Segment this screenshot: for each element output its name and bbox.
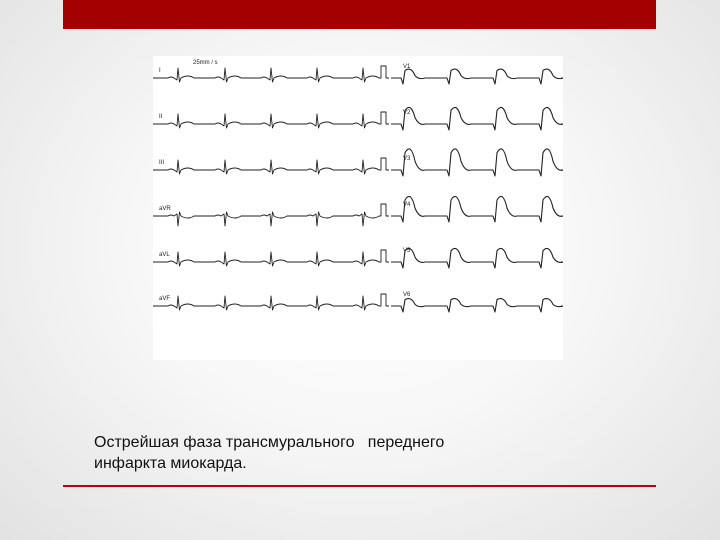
lead-label-aVL: aVL (159, 252, 170, 258)
lead-label-V5: V5 (403, 248, 411, 254)
calibration-aVF (379, 294, 389, 306)
lead-label-V4: V4 (403, 202, 411, 208)
lead-label-II: II (159, 114, 163, 120)
trace-V3 (391, 149, 563, 176)
caption-line-2: инфаркта миокарда. (94, 455, 247, 472)
ecg-speed-label: 25mm / s (193, 60, 218, 66)
trace-V6 (391, 299, 563, 312)
trace-V1 (391, 69, 563, 84)
lead-label-III: III (159, 160, 165, 166)
lead-label-aVR: aVR (159, 206, 171, 212)
trace-aVL (153, 252, 379, 266)
ecg-image (153, 56, 563, 360)
trace-aVR (153, 212, 379, 226)
calibration-I (379, 66, 389, 78)
lead-label-V6: V6 (403, 292, 411, 298)
trace-V5 (391, 248, 563, 268)
lead-label-V2: V2 (403, 110, 411, 116)
trace-aVF (153, 296, 379, 310)
lead-label-V1: V1 (403, 64, 411, 70)
calibration-II (379, 112, 389, 124)
ecg-tracing (153, 56, 563, 360)
trace-V2 (391, 107, 563, 130)
trace-II (153, 114, 379, 128)
trace-V4 (391, 196, 563, 222)
calibration-aVL (379, 250, 389, 262)
lead-label-V3: V3 (403, 156, 411, 162)
trace-I (153, 68, 379, 82)
lead-label-aVF: aVF (159, 296, 171, 302)
top-accent-bar (63, 0, 656, 29)
calibration-III (379, 158, 389, 170)
caption-line-1: Острейшая фаза трансмурального переднего (94, 434, 445, 451)
trace-III (153, 160, 379, 174)
calibration-aVR (379, 204, 389, 216)
slide-caption (94, 432, 614, 474)
lead-label-I: I (159, 68, 161, 74)
bottom-divider (63, 485, 656, 487)
